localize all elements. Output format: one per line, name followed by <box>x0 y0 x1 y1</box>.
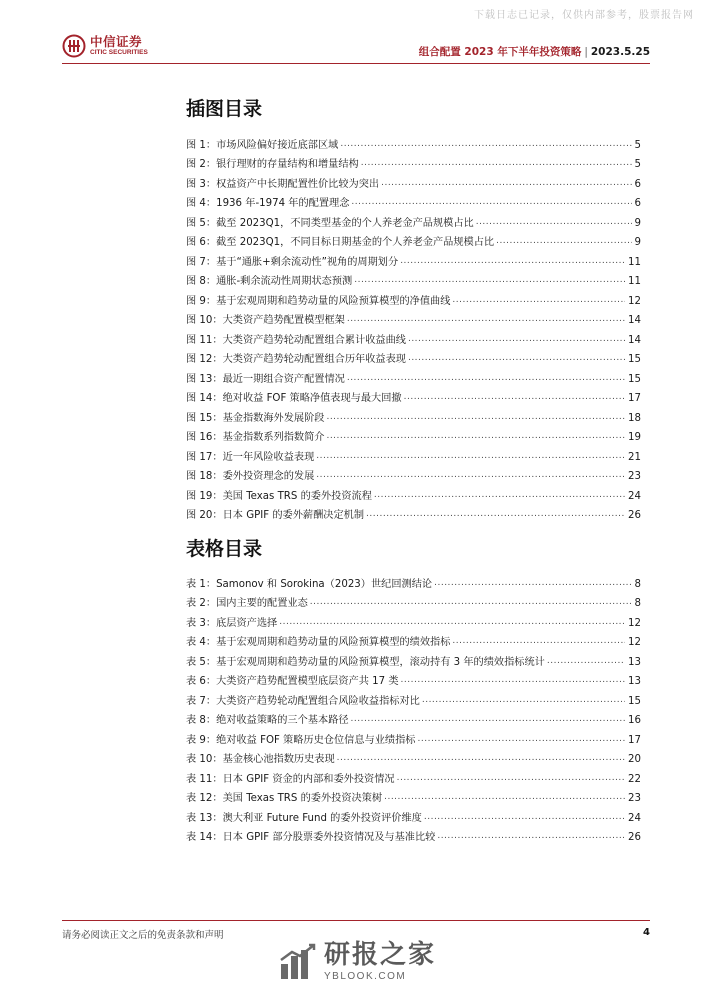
toc-entry[interactable] <box>186 424 641 444</box>
toc-entry-label: 表 10：基金核心池指数历史表现 <box>186 754 335 765</box>
toc-entry-label: 图 1：市场风险偏好接近底部区域 <box>186 139 339 151</box>
toc-entry-page: 9 <box>634 217 641 229</box>
toc-entry-page: 21 <box>628 451 641 463</box>
toc-entry-label: 表 3：底层资产选择 <box>186 617 278 629</box>
toc-entry-label: 图 19：美国 Texas TRS 的委外投资流程 <box>186 490 372 502</box>
toc-entry[interactable] <box>186 482 641 502</box>
toc-leader-dots <box>437 831 625 841</box>
toc-leader-dots <box>384 792 625 802</box>
bottom-watermark <box>278 942 436 982</box>
toc-entry-label: 图 13：最近一期组合资产配置情况 <box>186 373 345 385</box>
toc-leader-dots <box>366 509 625 519</box>
toc-leader-dots <box>347 373 625 383</box>
toc-leader-dots <box>279 617 625 627</box>
toc-entry-label: 表 6：大类资产趋势配置模型底层资产共 17 类 <box>186 676 399 687</box>
toc-leader-dots <box>316 470 625 480</box>
toc-leader-dots <box>408 353 625 363</box>
toc-entry[interactable] <box>186 502 641 522</box>
toc-entry[interactable] <box>186 326 641 346</box>
toc-entry-page: 17 <box>628 734 641 746</box>
toc-entry-label: 表 12：美国 Texas TRS 的委外投资决策树 <box>186 793 383 804</box>
toc-entry[interactable] <box>186 404 641 424</box>
toc-entry-label: 图 3：权益资产中长期配置性价比较为突出 <box>186 178 380 190</box>
top-watermark-text: 下载日志已记录，仅供内部参考，股票报告网 <box>474 10 694 21</box>
report-title: 组合配置 2023 年下半年投资策略 <box>418 46 582 58</box>
tables-toc-title: 表格目录 <box>186 538 263 560</box>
toc-entry-label: 图 7：基于“通胀+剩余流动性”视角的周期划分 <box>186 256 399 268</box>
toc-entry[interactable] <box>186 726 641 746</box>
toc-leader-dots <box>374 490 625 500</box>
toc-entry-page: 12 <box>628 617 641 629</box>
toc-entry-label: 表 1：Samonov 和 Sorokina（2023）世纪回测结论 <box>186 578 433 590</box>
header-separator: | <box>584 46 588 58</box>
toc-entry[interactable] <box>186 190 641 210</box>
toc-entry-label: 表 14：日本 GPIF 部分股票委外投资情况及与基准比较 <box>186 832 436 843</box>
toc-leader-dots <box>496 236 631 246</box>
toc-entry-page: 13 <box>628 656 641 668</box>
toc-entry-page: 24 <box>628 490 641 502</box>
toc-entry-label: 图 9：基于宏观周期和趋势动量的风险预算模型的净值曲线 <box>186 295 451 307</box>
toc-leader-dots <box>397 773 625 783</box>
toc-entry[interactable] <box>186 609 641 629</box>
toc-entry[interactable] <box>186 365 641 385</box>
toc-entry[interactable] <box>186 668 641 688</box>
toc-entry-label: 图 15：基金指数海外发展阶段 <box>186 412 325 424</box>
toc-leader-dots <box>400 256 625 266</box>
toc-entry[interactable] <box>186 248 641 268</box>
toc-leader-dots <box>381 178 631 188</box>
toc-entry-page: 6 <box>634 178 641 190</box>
toc-entry[interactable] <box>186 687 641 707</box>
figures-toc-list <box>186 131 641 521</box>
toc-leader-dots <box>408 334 625 344</box>
toc-entry[interactable] <box>186 170 641 190</box>
page-header <box>62 34 650 64</box>
toc-leader-dots <box>418 734 626 744</box>
toc-entry-page: 8 <box>634 598 641 609</box>
toc-leader-dots <box>547 656 625 666</box>
toc-entry-label: 表 4：基于宏观周期和趋势动量的风险预算模型的绩效指标 <box>186 637 451 648</box>
toc-entry-label: 图 12：大类资产趋势轮动配置组合历年收益表现 <box>186 354 406 365</box>
toc-entry-page: 12 <box>628 637 641 648</box>
toc-entry[interactable] <box>186 268 641 288</box>
toc-entry-label: 图 6：截至 2023Q1，不同目标日期基金的个人养老金产品规模占比 <box>186 237 495 248</box>
toc-entry-label: 表 7：大类资产趋势轮动配置组合风险收益指标对比 <box>186 695 420 707</box>
toc-entry[interactable] <box>186 443 641 463</box>
report-header-title <box>419 44 650 59</box>
toc-entry-label: 表 2：国内主要的配置业态 <box>186 598 308 609</box>
toc-entry-label: 图 14：绝对收益 FOF 策略净值表现与最大回撤 <box>186 393 402 404</box>
toc-entry-page: 15 <box>628 373 641 385</box>
toc-entry-page: 14 <box>628 315 641 326</box>
toc-leader-dots <box>401 675 625 685</box>
toc-entry-label: 表 5：基于宏观周期和趋势动量的风险预算模型，滚动持有 3 年的绩效指标统计 <box>186 656 545 668</box>
toc-leader-dots <box>422 695 625 705</box>
toc-entry[interactable] <box>186 307 641 327</box>
toc-entry-page: 15 <box>628 695 641 707</box>
toc-entry[interactable] <box>186 746 641 766</box>
toc-leader-dots <box>434 578 631 588</box>
watermark-en: YBLOOK.COM <box>324 971 407 982</box>
toc-leader-dots <box>351 714 626 724</box>
toc-entry-page: 11 <box>628 256 641 268</box>
toc-entry-label: 图 2：银行理财的存量结构和增量结构 <box>186 159 359 170</box>
toc-entry[interactable] <box>186 287 641 307</box>
toc-entry-page: 11 <box>628 276 641 287</box>
toc-entry[interactable] <box>186 209 641 229</box>
toc-leader-dots <box>404 392 625 402</box>
toc-leader-dots <box>452 636 625 646</box>
figures-toc-title: 插图目录 <box>186 98 263 120</box>
citic-logo-icon <box>62 34 86 58</box>
toc-entry-page: 24 <box>628 812 641 824</box>
toc-entry-page: 22 <box>628 773 641 785</box>
toc-entry-label: 图 4：1936 年-1974 年的配置理念 <box>186 198 350 209</box>
toc-entry-page: 18 <box>628 412 641 424</box>
toc-entry-page: 23 <box>628 793 641 804</box>
page-footer <box>62 920 650 941</box>
toc-entry-label: 图 16：基金指数系列指数简介 <box>186 432 325 443</box>
toc-leader-dots <box>354 275 625 285</box>
toc-leader-dots <box>337 753 625 763</box>
toc-entry-label: 图 8：通胀-剩余流动性周期状态预测 <box>186 276 353 287</box>
toc-entry[interactable] <box>186 590 641 610</box>
toc-entry-page: 20 <box>628 754 641 765</box>
toc-entry[interactable] <box>186 346 641 366</box>
toc-leader-dots <box>452 295 625 305</box>
toc-entry-page: 26 <box>628 832 641 843</box>
toc-entry[interactable] <box>186 648 641 668</box>
watermark-cn: 研报之家 <box>324 940 437 970</box>
toc-entry[interactable] <box>186 229 641 249</box>
toc-entry-label: 表 11：日本 GPIF 资金的内部和委外投资情况 <box>186 773 395 785</box>
toc-entry-page: 5 <box>634 159 641 170</box>
toc-entry-label: 图 5：截至 2023Q1，不同类型基金的个人养老金产品规模占比 <box>186 217 474 229</box>
toc-entry-label: 图 17：近一年风险收益表现 <box>186 451 315 463</box>
toc-leader-dots <box>347 314 625 324</box>
toc-entry-label: 表 13：澳大利亚 Future Fund 的委外投资评价维度 <box>186 812 422 824</box>
toc-leader-dots <box>310 597 632 607</box>
toc-entry-label: 表 9：绝对收益 FOF 策略历史仓位信息与业绩指标 <box>186 734 416 746</box>
toc-entry-page: 19 <box>628 432 641 443</box>
toc-entry-label: 图 10：大类资产趋势配置模型框架 <box>186 315 345 326</box>
toc-entry-page: 8 <box>634 578 641 590</box>
report-date: 2023.5.25 <box>590 46 650 58</box>
toc-entry[interactable] <box>186 463 641 483</box>
toc-entry-page: 26 <box>628 510 641 521</box>
toc-leader-dots <box>424 812 625 822</box>
toc-leader-dots <box>476 217 632 227</box>
toc-leader-dots <box>316 451 625 461</box>
toc-entry-page: 16 <box>628 715 641 726</box>
toc-leader-dots <box>340 139 631 149</box>
toc-entry-page: 12 <box>628 295 641 307</box>
bar-chart-logo-icon <box>278 942 318 982</box>
toc-entry[interactable] <box>186 131 641 151</box>
toc-entry[interactable] <box>186 707 641 727</box>
toc-entry-label: 图 18：委外投资理念的发展 <box>186 471 315 482</box>
toc-entry[interactable] <box>186 765 641 785</box>
toc-entry-page: 14 <box>628 334 641 346</box>
toc-entry[interactable] <box>186 629 641 649</box>
toc-entry-label: 图 20：日本 GPIF 的委外薪酬决定机制 <box>186 510 365 521</box>
toc-entry-page: 6 <box>634 198 641 209</box>
toc-entry-page: 17 <box>628 393 641 404</box>
tables-toc-list <box>186 570 641 843</box>
toc-entry-page: 5 <box>634 139 641 151</box>
toc-entry[interactable] <box>186 570 641 590</box>
toc-leader-dots <box>351 197 631 207</box>
toc-entry[interactable] <box>186 385 641 405</box>
company-name-en: CITIC SECURITIES <box>90 49 148 56</box>
toc-entry-page: 9 <box>634 237 641 248</box>
toc-entry[interactable] <box>186 804 641 824</box>
toc-entry[interactable] <box>186 824 641 844</box>
toc-entry-page: 15 <box>628 354 641 365</box>
toc-entry[interactable] <box>186 151 641 171</box>
toc-leader-dots <box>361 158 632 168</box>
toc-entry-page: 23 <box>628 471 641 482</box>
page-number: 4 <box>643 927 650 938</box>
disclaimer-text: 请务必阅读正文之后的免责条款和声明 <box>62 930 224 941</box>
toc-entry-label: 图 11：大类资产趋势轮动配置组合累计收益曲线 <box>186 334 406 346</box>
company-logo <box>62 34 148 58</box>
toc-leader-dots <box>326 431 625 441</box>
toc-entry-label: 表 8：绝对收益策略的三个基本路径 <box>186 715 349 726</box>
toc-entry[interactable] <box>186 785 641 805</box>
toc-leader-dots <box>326 412 625 422</box>
company-name-cn: 中信证券 <box>90 33 143 49</box>
toc-entry-page: 13 <box>628 676 641 687</box>
